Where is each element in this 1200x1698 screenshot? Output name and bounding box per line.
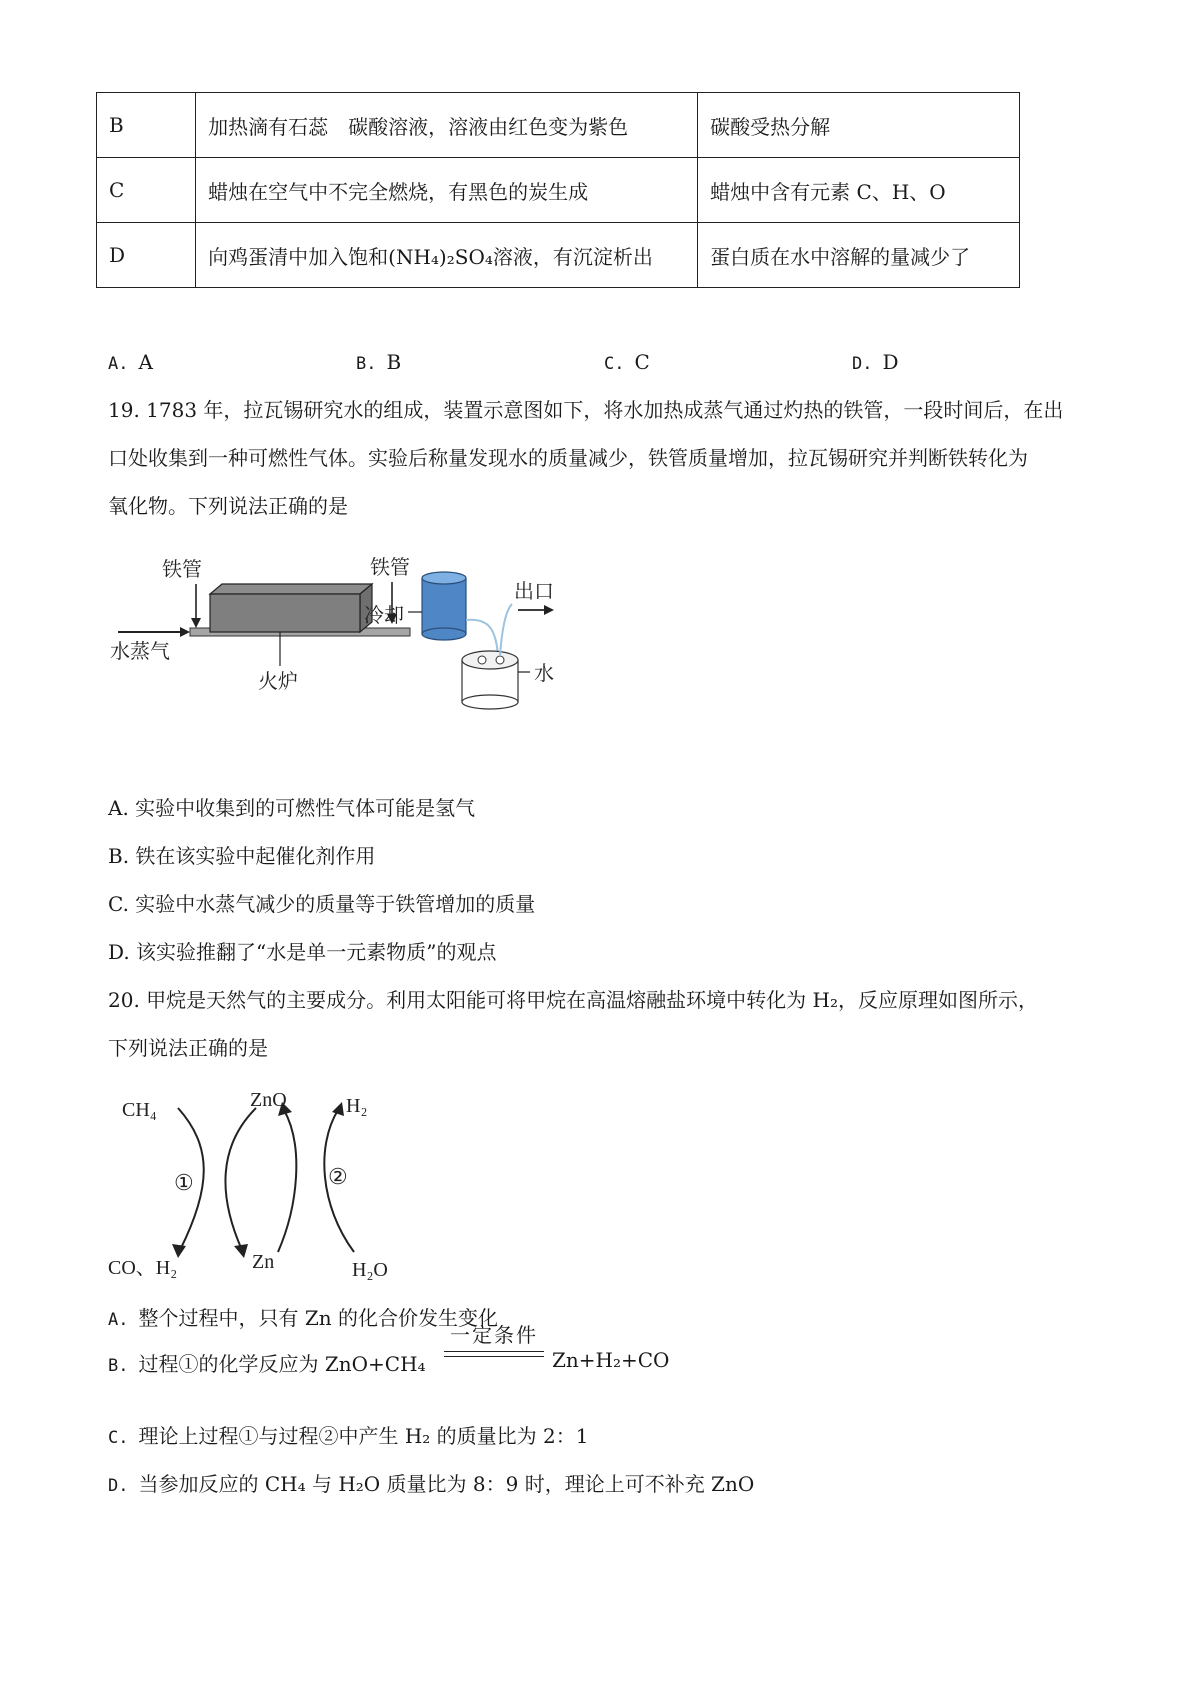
choice-label: B. bbox=[108, 1356, 129, 1376]
choice-label: B. bbox=[356, 354, 377, 374]
table-cell-conclusion: 蜡烛中含有元素 C、H、O bbox=[698, 158, 1020, 223]
iron-tube-left-pointer-head bbox=[191, 618, 201, 628]
table-cell-phenomenon: 向鸡蛋清中加入饱和(NH₄)₂SO₄溶液，有沉淀析出 bbox=[196, 223, 698, 288]
cooling-cylinder-top bbox=[422, 572, 466, 584]
q18-choice-b[interactable] bbox=[356, 350, 401, 374]
condition-text: 一定条件 bbox=[450, 1323, 538, 1347]
q18-choice-a[interactable] bbox=[108, 350, 153, 374]
table-row bbox=[97, 93, 1020, 158]
water-vessel-bottom bbox=[462, 695, 518, 709]
arrow-head-zn bbox=[234, 1244, 248, 1258]
label-furnace: 火炉 bbox=[258, 669, 298, 693]
vessel-port-left bbox=[478, 656, 486, 664]
table-row bbox=[97, 223, 1020, 288]
q18-choice-c[interactable] bbox=[604, 350, 650, 374]
label-step-1: ① bbox=[174, 1170, 194, 1195]
choice-text: 整个过程中，只有 Zn 的化合价发生变化 bbox=[138, 1306, 498, 1330]
table-cell-phenomenon: 加热滴有石蕊 碳酸溶液，溶液由红色变为紫色 bbox=[196, 93, 698, 158]
q19-stem-line-3: 氧化物。下列说法正确的是 bbox=[108, 494, 348, 518]
q19-option-d[interactable]: D. 该实验推翻了“水是单一元素物质”的观点 bbox=[108, 940, 497, 964]
furnace-top bbox=[210, 584, 372, 594]
table-cell-conclusion: 蛋白质在水中溶解的量减少了 bbox=[698, 223, 1020, 288]
choice-label: D. bbox=[108, 1476, 129, 1496]
table-cell-option: C bbox=[97, 158, 196, 223]
steam-arrow-head bbox=[180, 627, 190, 637]
q20-option-d[interactable] bbox=[108, 1468, 754, 1497]
vessel-port-right bbox=[496, 656, 504, 664]
label-step-2: ② bbox=[328, 1164, 348, 1189]
choice-text: A bbox=[138, 350, 153, 374]
q19-stem-line-1: 19. 1783 年，拉瓦锡研究水的组成，装置示意图如下，将水加热成蒸气通过灼热的铁管，一段时间后，在出 bbox=[108, 398, 1064, 422]
choice-label: A. bbox=[108, 354, 129, 374]
label-outlet: 出口 bbox=[514, 579, 554, 603]
table-cell-phenomenon: 蜡烛在空气中不完全燃烧，有黑色的炭生成 bbox=[196, 158, 698, 223]
label-ch4: CH₄ bbox=[122, 1099, 157, 1121]
q20-option-a[interactable] bbox=[108, 1302, 498, 1331]
choice-label: A. bbox=[108, 1310, 129, 1330]
choice-text: B bbox=[386, 350, 402, 374]
outlet-tube bbox=[500, 604, 512, 656]
q19-option-a[interactable]: A. 实验中收集到的可燃性气体可能是氢气 bbox=[108, 796, 476, 820]
label-water: 水 bbox=[534, 661, 554, 685]
choice-label: C. bbox=[604, 354, 625, 374]
equation-left: 过程①的化学反应为 ZnO+CH₄ bbox=[138, 1352, 426, 1376]
choice-label: D. bbox=[852, 354, 873, 374]
equals-line-top bbox=[444, 1351, 544, 1352]
label-iron-tube-left: 铁管 bbox=[162, 557, 202, 581]
lavoisier-apparatus-diagram bbox=[110, 548, 630, 768]
table-cell-option: D bbox=[97, 223, 196, 288]
q20-option-b[interactable] bbox=[108, 1348, 426, 1377]
label-co-h2: CO、H₂ bbox=[108, 1257, 178, 1279]
cooling-cylinder-bottom bbox=[422, 628, 466, 640]
table-cell-option: B bbox=[97, 93, 196, 158]
label-cooling: 冷却 bbox=[364, 603, 404, 627]
q19-option-c[interactable]: C. 实验中水蒸气减少的质量等于铁管增加的质量 bbox=[108, 892, 536, 916]
choice-text: D bbox=[882, 350, 899, 374]
q19-stem-line-2: 口处收集到一种可燃性气体。实验后称量发现水的质量减少，铁管质量增加，拉瓦锡研究并判断铁转化为 bbox=[108, 446, 1028, 470]
choice-label: C. bbox=[108, 1428, 129, 1448]
options-table bbox=[96, 92, 1020, 288]
cooling-cylinder bbox=[422, 578, 466, 634]
curve-zn-to-zno bbox=[278, 1110, 296, 1252]
choice-text: 当参加反应的 CH₄ 与 H₂O 质量比为 8：9 时，理论上可不补充 ZnO bbox=[138, 1472, 755, 1496]
label-zno: ZnO bbox=[250, 1089, 287, 1111]
methane-zno-cycle-diagram bbox=[108, 1086, 408, 1282]
furnace bbox=[210, 594, 360, 632]
q18-choice-d[interactable] bbox=[852, 350, 899, 374]
arrow-head-co bbox=[172, 1244, 186, 1258]
label-steam: 水蒸气 bbox=[110, 639, 170, 663]
choice-text: C bbox=[634, 350, 650, 374]
curve-zno-to-zn bbox=[225, 1108, 256, 1250]
q20-stem-line-2: 下列说法正确的是 bbox=[108, 1036, 268, 1060]
choice-text: 理论上过程①与过程②中产生 H₂ 的质量比为 2：1 bbox=[138, 1424, 589, 1448]
equation-right: Zn+H₂+CO bbox=[552, 1348, 670, 1372]
q20-stem-line-1: 20. 甲烷是天然气的主要成分。利用太阳能可将甲烷在高温熔融盐环境中转化为 H₂，反应原理如图所示， bbox=[108, 988, 1038, 1012]
outlet-arrow-head bbox=[544, 605, 554, 615]
label-iron-tube-right: 铁管 bbox=[370, 555, 410, 579]
label-h2: H₂ bbox=[346, 1095, 368, 1117]
table-cell-conclusion: 碳酸受热分解 bbox=[698, 93, 1020, 158]
label-h2o: H₂O bbox=[352, 1259, 388, 1281]
equals-line-bottom bbox=[444, 1356, 544, 1357]
table-row bbox=[97, 158, 1020, 223]
water-vessel-top bbox=[462, 651, 518, 669]
label-zn: Zn bbox=[252, 1251, 275, 1273]
q20-option-c[interactable] bbox=[108, 1420, 588, 1449]
arrow-head-h2 bbox=[332, 1102, 344, 1116]
q19-option-b[interactable]: B. 铁在该实验中起催化剂作用 bbox=[108, 844, 376, 868]
